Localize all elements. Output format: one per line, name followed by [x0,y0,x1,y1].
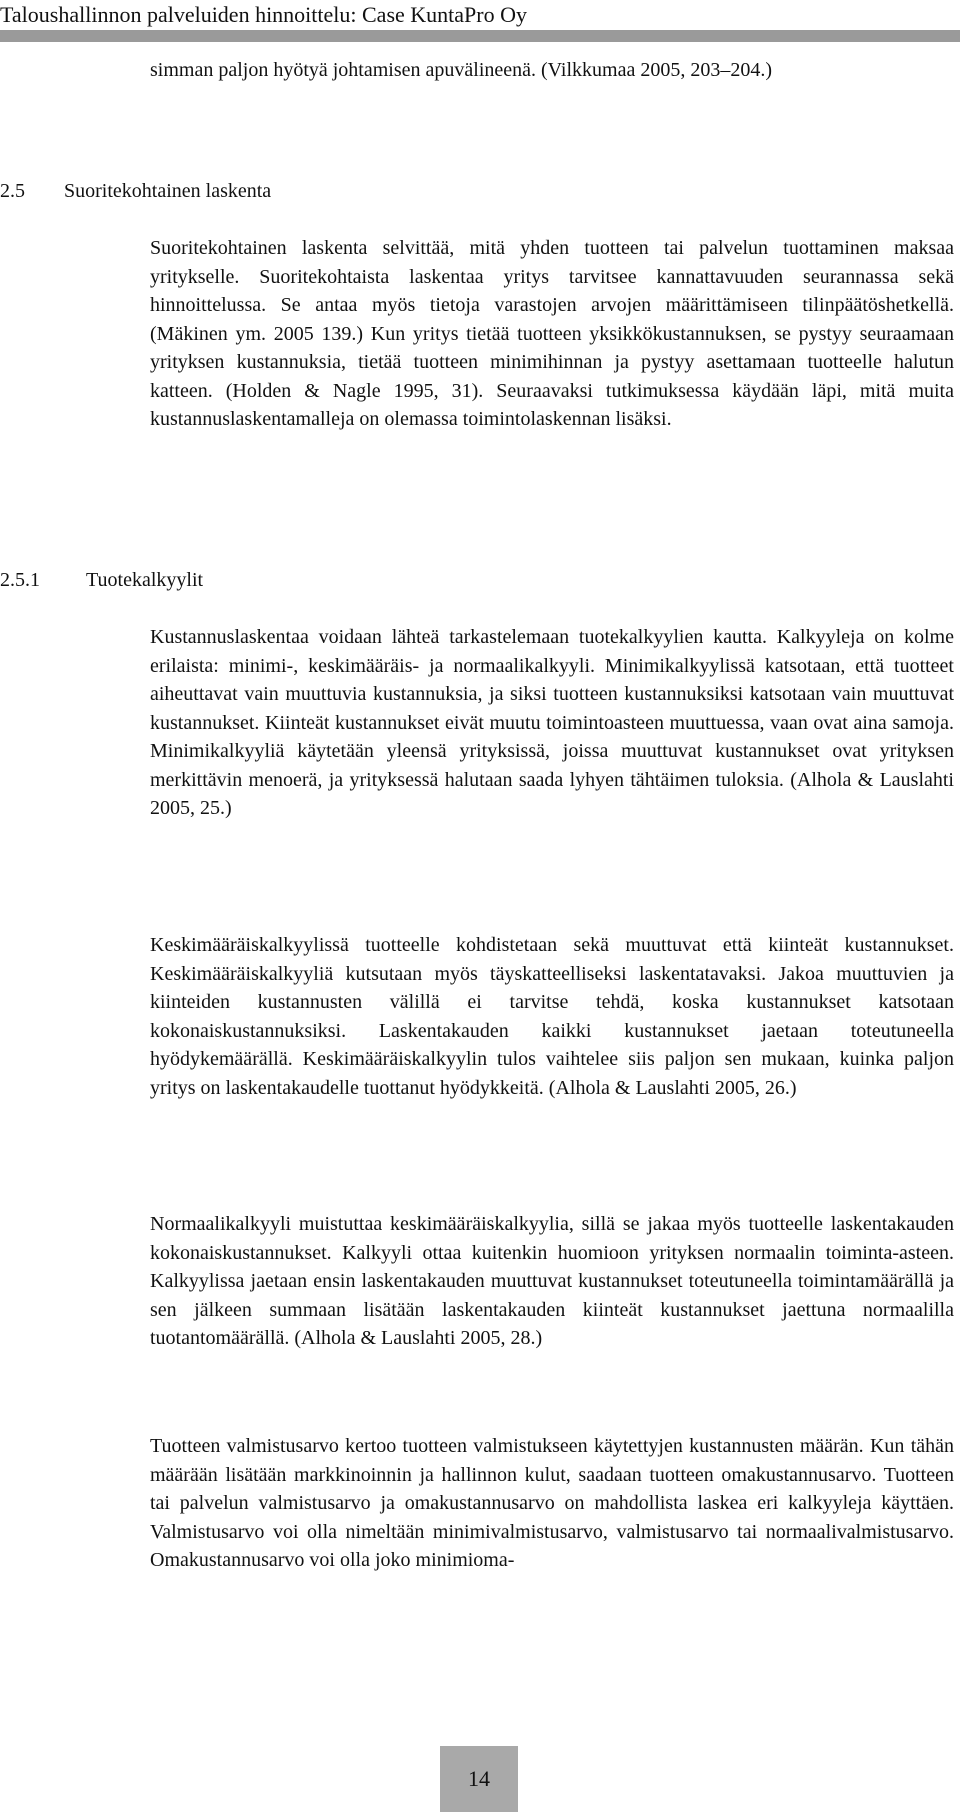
section-2-5-paragraph: Suoritekohtainen laskenta selvittää, mitä yhden tuotteen tai palvelun tuottaminen maksaa yritykselle. Suoritekohtaista laskentaa yritys tarvitsee kannattavuuden seurannassa sekä hinnoittelussa. Se antaa myös tietoja varastojen arvojen määrittämiseen tilinpäätöshetkellä. (Mäkinen ym. 2005 139.) Kun yritys tietää tuotteen yksikkökustannuksen, se pystyy seuraamaan yrityksen kustannuksia, tietää tuotteen minimihinnan ja pystyy asettamaan tuotteelle halutun katteen. (Holden & Nagle 1995, 31). Seuraavaksi tutkimuksessa käydään läpi, mitä muita kustannuslaskentamalleja on olemassa toimintolaskennan lisäksi. [150,237,954,430]
header-rule [0,30,960,42]
page-number: 14 [468,1766,490,1791]
subsection-title: Tuotekalkyylit [86,569,204,591]
section-title: Suoritekohtainen laskenta [64,180,272,202]
paragraph-valmistusarvo: Tuotteen valmistusarvo kertoo tuotteen valmistukseen käytettyjen kustannusten määrän. Kun tähän määrään lisätään markkinoinnin ja hallinnon kulut, saadaan tuotteen omakustannusarvo. Tuotteen tai palvelun valmistusarvo ja omakustannusarvo on mahdollista laskea eri kalkyyleja käyttäen. Valmistusarvo voi olla nimeltään minimivalmistusarvo, valmistusarvo tai normaalivalmistusarvo. Omakustannusarvo voi olla joko minimioma- [150,1435,954,1571]
paragraph-minimikalkyyli: Kustannuslaskentaa voidaan lähteä tarkastelemaan tuotekalkyylien kautta. Kalkyyleja on kolme erilaista: minimi-, keskimääräis- ja normaalikalkyyli. Minimikalkyylissä katsotaan, että tuotteet aiheuttavat vain muuttuvia kustannuksia, ja siksi tuotteen kustannuksiksi katsotaan vain muuttuvat kustannukset. Kiinteät kustannukset eivät muutu toimintoasteen muuttuessa, vaan ovat aina samoja. Minimikalkyyliä käytetään yleensä yrityksissä, joissa muuttuvat kustannukset ovat yrityksen merkittävin menoerä, ja yrityksessä halutaan saada lyhyen tähtäimen tuloksia. (Alhola & Lauslahti 2005, 25.) [150,626,954,819]
section-number: 2.5 [0,180,25,202]
paragraph-normaalikalkyyli: Normaalikalkyyli muistuttaa keskimääräiskalkyylia, sillä se jakaa myös tuotteelle laskentakauden kokonaiskustannukset. Kalkyyli ottaa kuitenkin huomioon yrityksen normaalin toiminta-asteen. Kalkyylissa jaetaan ensin laskentakauden muuttuvat kustannukset toteutuneella toimintamäärällä ja sen jälkeen summaan lisätään laskentakauden kiinteät kustannukset jaettuna normaalilla tuotantomäärällä. (Alhola & Lauslahti 2005, 28.) [150,1213,954,1349]
paragraph-keskimaaraiskalkyyli: Keskimääräiskalkyylissä tuotteelle kohdistetaan sekä muuttuvat että kiinteät kustannukset. Keskimääräiskalkyyliä kutsutaan myös täyskatteelliseksi laskentatavaksi. Jakoa muuttuvien ja kiinteiden kustannusten välillä ei tarvitse tehdä, koska kustannukset katsotaan kokonaiskustannuksiksi. Laskentakauden kaikki kustannukset jaetaan toteutuneella hyödykemäärällä. Keskimääräiskalkyylin tulos vaihtelee siis paljon sen mukaan, kuinka paljon yritys on laskentakaudelle tuottanut hyödykkeitä. (Alhola & Lauslahti 2005, 26.) [150,934,954,1099]
section-heading-2-5 [0,177,271,205]
section-heading-2-5-1 [0,566,203,594]
subsection-number: 2.5.1 [0,569,40,591]
running-header-title: Taloushallinnon palveluiden hinnoittelu: Case KuntaPro Oy [0,2,527,27]
page-number-box [440,1746,518,1812]
continuation-paragraph: simman paljon hyötyä johtamisen apuvälineenä. (Vilkkumaa 2005, 203–204.) [150,59,773,81]
